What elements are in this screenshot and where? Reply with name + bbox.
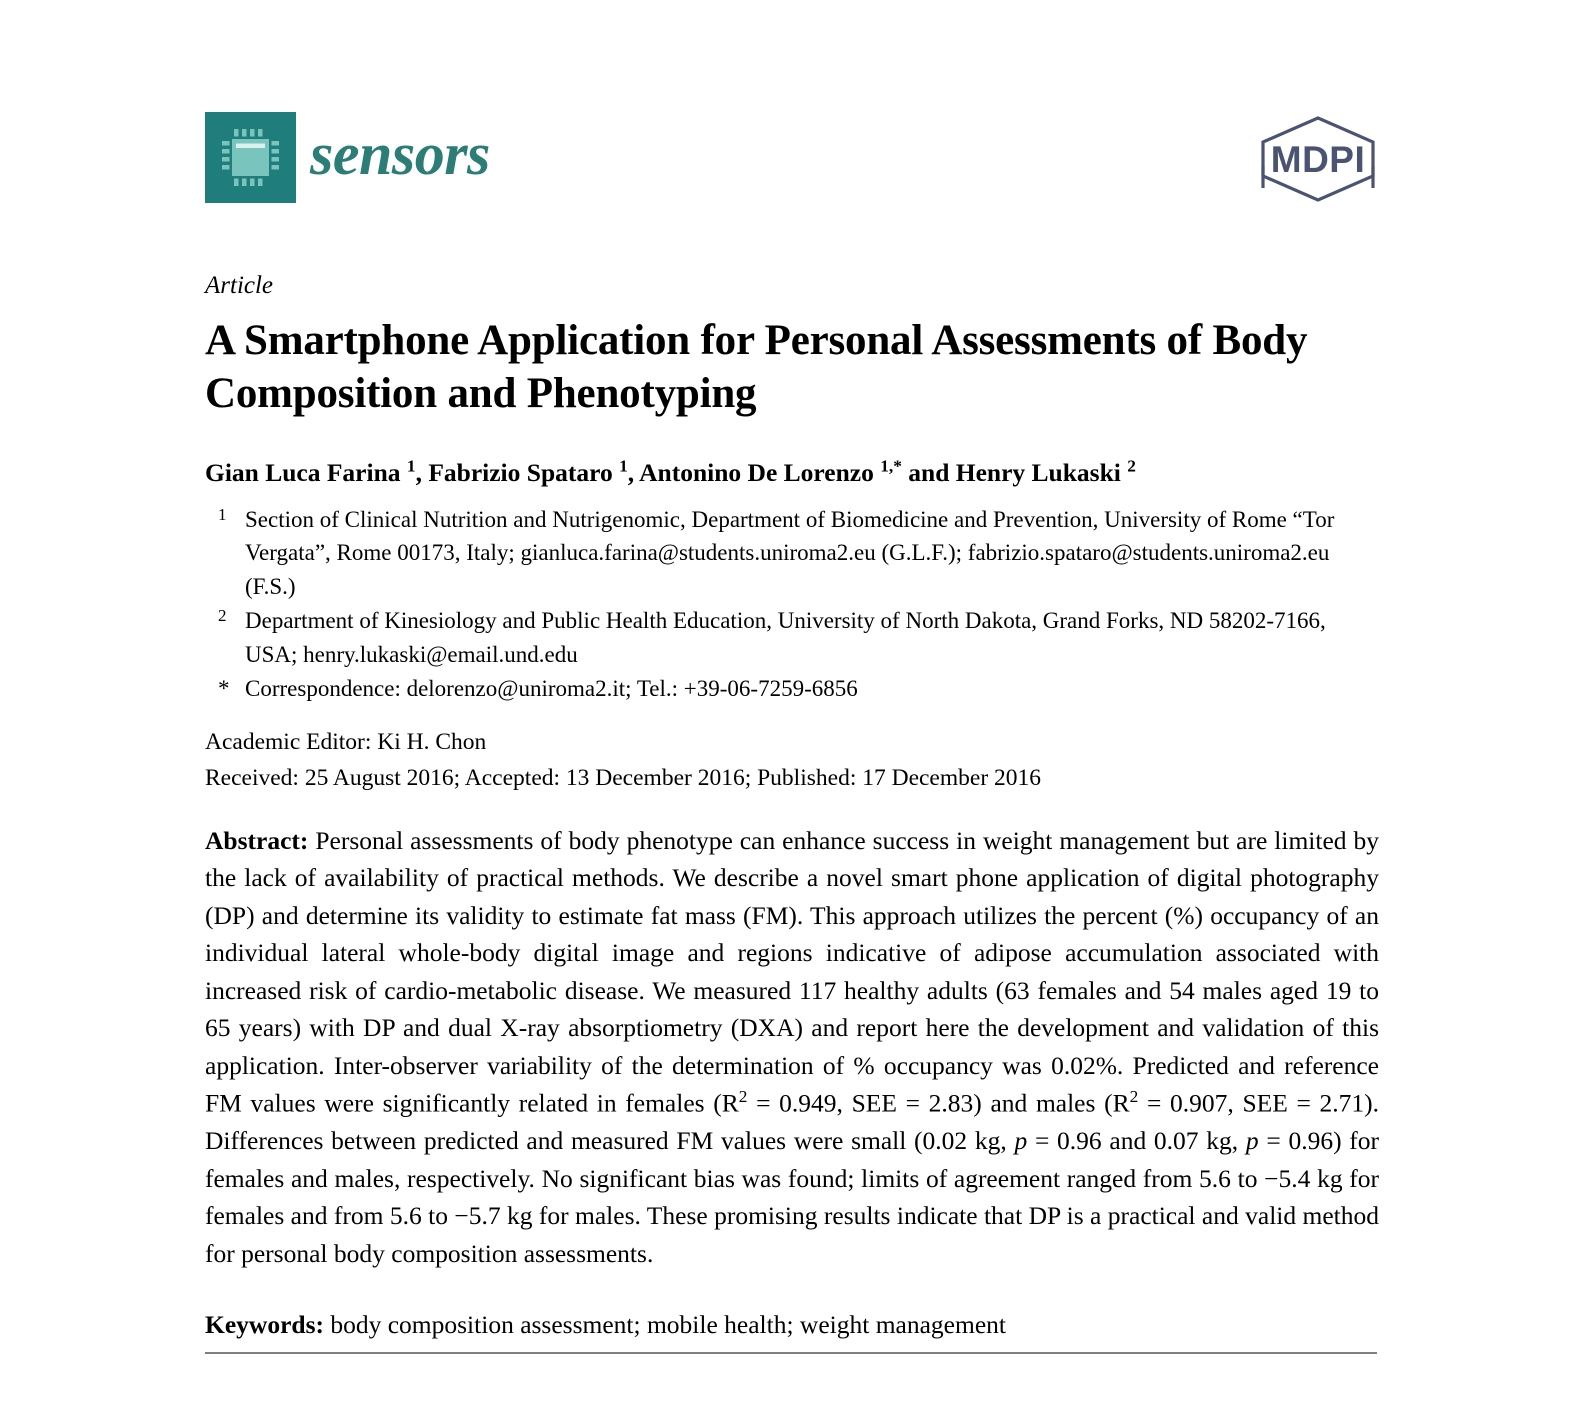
page-title: A Smartphone Application for Personal Assessments of Body Composition and Phenotyping — [205, 316, 1308, 418]
correspondence-item — [205, 672, 1379, 706]
affiliation-item — [205, 604, 1379, 672]
affiliation-item — [205, 503, 1379, 604]
svg-text:MDPI: MDPI — [1270, 139, 1366, 180]
affiliation-text: Department of Kinesiology and Public Health Education, University of North Dakota, Grand Forks, ND 58202-7166, USA; henry.lukaski@email.und.edu — [245, 608, 1326, 667]
keywords-text: body composition assessment; mobile health; weight management — [323, 1310, 1006, 1340]
author-affiliation-marker: 2 — [1127, 456, 1136, 475]
article-type-label: Article — [205, 272, 274, 299]
author-affiliation-marker: 1 — [619, 456, 628, 475]
journal-title: sensors — [310, 120, 490, 187]
affiliation-text: Section of Clinical Nutrition and Nutrigenomic, Department of Biomedicine and Prevention, University of Rome “Tor Vergata”, Rome 00173, Italy; gianluca.farina@students.uniroma2.eu (G.L.F.); fabrizio.spataro@students.uniroma2.eu (F.S.) — [245, 506, 1335, 600]
editorial-info — [205, 725, 1379, 796]
mdpi-logo-icon — [1257, 114, 1379, 204]
abstract-text-part-3: = 0.907, SEE = 2.71). Differences between predicted and measured FM values were small (0.02 kg, — [205, 1088, 1380, 1156]
abstract-text-part-4: = 0.96 and 0.07 kg, — [1027, 1126, 1246, 1156]
abstract-text-part-1: Personal assessments of body phenotype can enhance success in weight management but are limited by the lack of availability of practical methods. We describe a novel smart phone application of digital photography (DP) and determine its validity to estimate fat mass (FM). This approach utilizes the percent (%) occupancy of an individual lateral whole-body digital image and regions indicative of adipose accumulation associated with increased risk of cardio-metabolic disease. We measured 117 healthy adults (63 females and 54 males aged 19 to 65 years) with DP and dual X-ray absorptiometry (DXA) and report here the development and validation of this application. Inter-observer variability of the determination of % occupancy was 0.02%. Predicted and reference FM values were significantly related in females (R — [205, 825, 1379, 1118]
chip-icon — [205, 112, 296, 203]
academic-editor: Academic Editor: Ki H. Chon — [205, 729, 487, 756]
masthead — [205, 0, 1379, 244]
abstract-italic-p-1: p — [1014, 1126, 1028, 1156]
journal-branding — [205, 112, 490, 203]
abstract-superscript-1: 2 — [738, 1087, 748, 1107]
author-affiliation-marker: 1 — [406, 456, 416, 475]
keywords-section — [205, 1306, 1379, 1343]
correspondence-marker: * — [218, 675, 230, 701]
abstract-text-part-5: = 0.96) for females and males, respectively. No significant bias was found; limits of agreement ranged from 5.6 to −5.4 kg for females and from 5.6 to −5.7 kg for males. These promising results indicate that DP is a practical and valid method for personal body composition assessments. — [205, 1126, 1380, 1268]
footer-divider — [205, 1352, 1377, 1354]
abstract-italic-p-2: p — [1245, 1126, 1259, 1156]
publication-dates: Received: 25 August 2016; Accepted: 13 December 2016; Published: 17 December 2016 — [205, 764, 1042, 791]
author-names: Gian Luca Farina $^1$, Fabrizio Spataro $^1$, Antonino De Lorenzo $^{1,*}$ and Henry Lukaski $^2$ — [205, 456, 1136, 487]
abstract-section — [205, 822, 1379, 1272]
keywords-label: Keywords: — [205, 1310, 324, 1340]
author-list — [205, 455, 1379, 489]
abstract-label: Abstract: — [205, 825, 309, 855]
affiliation-list — [205, 503, 1379, 706]
affiliation-marker: 2 — [218, 606, 227, 626]
author-affiliation-marker: 1,* — [880, 456, 902, 475]
correspondence-text: Correspondence: delorenzo@uniroma2.it; Tel.: +39-06-7259-6856 — [245, 675, 858, 701]
affiliation-marker: 1 — [218, 504, 227, 524]
abstract-superscript-2: 2 — [1129, 1087, 1139, 1107]
abstract-text-part-2: = 0.949, SEE = 2.83) and males (R — [747, 1088, 1130, 1118]
